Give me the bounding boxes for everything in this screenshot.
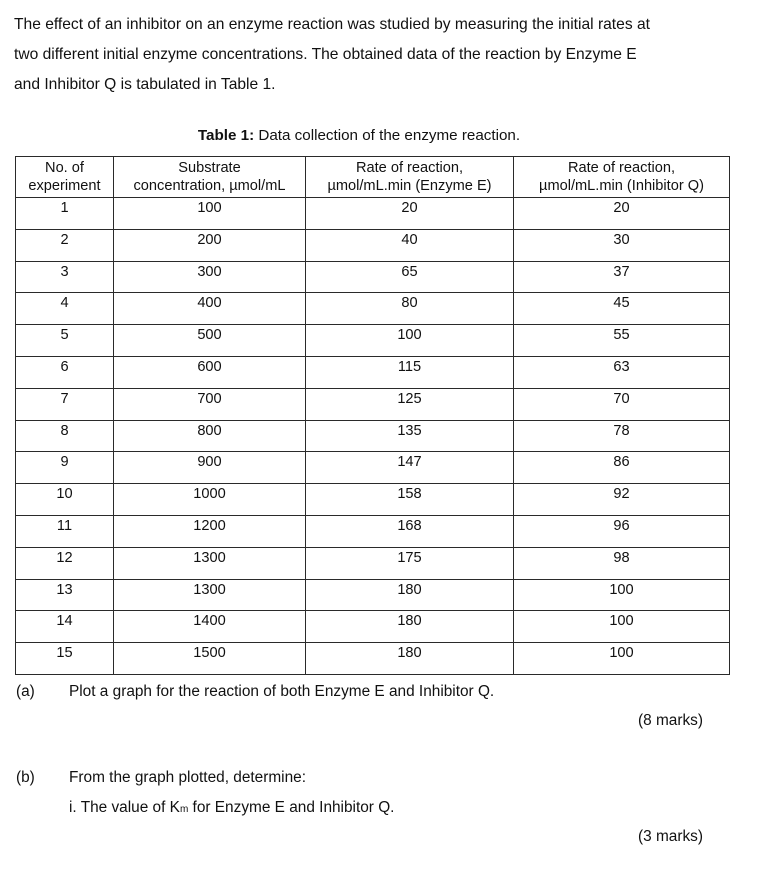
table-cell: 1 xyxy=(16,198,114,230)
header-rate-inhibitor-q: Rate of reaction, µmol/mL.min (Inhibitor Q) xyxy=(514,157,730,198)
intro-line-3: and Inhibitor Q is tabulated in Table 1. xyxy=(14,76,276,93)
table-cell: 80 xyxy=(306,293,514,325)
table-cell: 1400 xyxy=(114,611,306,643)
table-cell: 96 xyxy=(514,515,730,547)
table-row xyxy=(16,579,730,611)
table-cell: 8 xyxy=(16,420,114,452)
table-caption-label: Table 1: xyxy=(197,127,255,144)
table-row xyxy=(16,229,730,261)
intro-line-2: two different initial enzyme concentrations. The obtained data of the reaction by Enzyme E xyxy=(14,46,637,63)
table-cell: 20 xyxy=(306,198,514,230)
table-cell: 700 xyxy=(114,388,306,420)
table-header-row xyxy=(16,157,730,198)
table-row xyxy=(16,515,730,547)
table-cell: 55 xyxy=(514,325,730,357)
table-cell: 11 xyxy=(16,515,114,547)
table-row xyxy=(16,325,730,357)
table-cell: 3 xyxy=(16,261,114,293)
table-cell: 98 xyxy=(514,547,730,579)
table-cell: 100 xyxy=(514,643,730,675)
table-row xyxy=(16,420,730,452)
table-caption xyxy=(0,127,718,144)
table-row xyxy=(16,261,730,293)
table-cell: 500 xyxy=(114,325,306,357)
table-cell: 100 xyxy=(306,325,514,357)
table-cell: 5 xyxy=(16,325,114,357)
table-cell: 800 xyxy=(114,420,306,452)
table-row xyxy=(16,547,730,579)
table-cell: 78 xyxy=(514,420,730,452)
table-row xyxy=(16,643,730,675)
data-table xyxy=(15,156,730,675)
question-b-subitem: i. The value of Km for Enzyme E and Inhibitor Q. xyxy=(69,799,395,816)
table-cell: 100 xyxy=(514,611,730,643)
table-row xyxy=(16,484,730,516)
header-rate-enzyme-e: Rate of reaction, µmol/mL.min (Enzyme E) xyxy=(306,157,514,198)
table-row xyxy=(16,198,730,230)
table-row xyxy=(16,452,730,484)
table-cell: 40 xyxy=(306,229,514,261)
table-cell: 92 xyxy=(514,484,730,516)
table-cell: 10 xyxy=(16,484,114,516)
table-cell: 100 xyxy=(114,198,306,230)
table-row xyxy=(16,611,730,643)
table-cell: 180 xyxy=(306,643,514,675)
table-cell: 180 xyxy=(306,611,514,643)
table-cell: 30 xyxy=(514,229,730,261)
table-cell: 70 xyxy=(514,388,730,420)
table-cell: 1500 xyxy=(114,643,306,675)
table-cell: 135 xyxy=(306,420,514,452)
table-cell: 125 xyxy=(306,388,514,420)
table-cell: 168 xyxy=(306,515,514,547)
table-cell: 400 xyxy=(114,293,306,325)
table-cell: 14 xyxy=(16,611,114,643)
question-a-label: (a) xyxy=(16,683,35,700)
table-row xyxy=(16,293,730,325)
table-cell: 63 xyxy=(514,356,730,388)
table-cell: 1200 xyxy=(114,515,306,547)
table-cell: 175 xyxy=(306,547,514,579)
table-body xyxy=(16,198,730,675)
intro-line-1: The effect of an inhibitor on an enzyme reaction was studied by measuring the initial rates at xyxy=(14,16,650,33)
table-cell: 4 xyxy=(16,293,114,325)
table-cell: 37 xyxy=(514,261,730,293)
table-cell: 147 xyxy=(306,452,514,484)
table-cell: 12 xyxy=(16,547,114,579)
table-cell: 1000 xyxy=(114,484,306,516)
table-cell: 100 xyxy=(514,579,730,611)
table-cell: 86 xyxy=(514,452,730,484)
question-a-marks: (8 marks) xyxy=(638,712,703,729)
table-cell: 115 xyxy=(306,356,514,388)
table-cell: 1300 xyxy=(114,579,306,611)
table-cell: 20 xyxy=(514,198,730,230)
table-cell: 180 xyxy=(306,579,514,611)
table-cell: 6 xyxy=(16,356,114,388)
table-caption-text: Data collection of the enzyme reaction. xyxy=(254,127,521,144)
question-b-marks: (3 marks) xyxy=(638,828,703,845)
intro-paragraph xyxy=(14,10,719,100)
table-cell: 65 xyxy=(306,261,514,293)
header-substrate: Substrate concentration, µmol/mL xyxy=(114,157,306,198)
table-cell: 15 xyxy=(16,643,114,675)
question-b-text: From the graph plotted, determine: xyxy=(69,769,306,786)
table-row xyxy=(16,356,730,388)
header-experiment: No. of experiment xyxy=(16,157,114,198)
table-cell: 13 xyxy=(16,579,114,611)
table-cell: 600 xyxy=(114,356,306,388)
table-cell: 300 xyxy=(114,261,306,293)
table-cell: 9 xyxy=(16,452,114,484)
question-a-text: Plot a graph for the reaction of both Enzyme E and Inhibitor Q. xyxy=(69,683,495,700)
table-cell: 1300 xyxy=(114,547,306,579)
question-b-label: (b) xyxy=(16,769,35,786)
table-row xyxy=(16,388,730,420)
table-cell: 158 xyxy=(306,484,514,516)
table-cell: 45 xyxy=(514,293,730,325)
table-cell: 200 xyxy=(114,229,306,261)
table-cell: 7 xyxy=(16,388,114,420)
table-cell: 900 xyxy=(114,452,306,484)
table-cell: 2 xyxy=(16,229,114,261)
